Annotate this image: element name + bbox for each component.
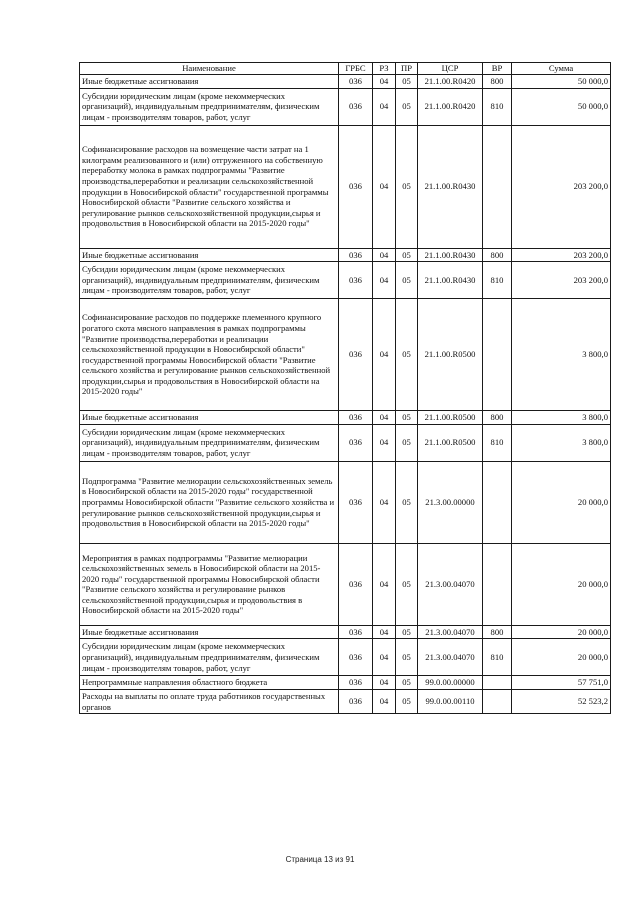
table-row <box>80 262 611 299</box>
cell-csr: 21.3.00.04070 <box>418 543 483 625</box>
cell-csr: 21.1.00.R0420 <box>418 75 483 89</box>
cell-csr: 99.0.00.00110 <box>418 689 483 713</box>
cell-rz: 04 <box>373 248 396 262</box>
cell-grbs: 036 <box>339 299 373 411</box>
cell-csr: 21.1.00.R0500 <box>418 299 483 411</box>
cell-sum: 20 000,0 <box>512 461 611 543</box>
table-row <box>80 88 611 125</box>
header-grbs: ГРБС <box>339 63 373 75</box>
cell-grbs: 036 <box>339 88 373 125</box>
table-row <box>80 248 611 262</box>
cell-grbs: 036 <box>339 543 373 625</box>
cell-pr: 05 <box>396 125 418 248</box>
cell-vr: 800 <box>483 411 512 425</box>
cell-grbs: 036 <box>339 676 373 690</box>
table-row <box>80 299 611 411</box>
cell-sum: 20 000,0 <box>512 625 611 639</box>
cell-vr: 810 <box>483 88 512 125</box>
cell-grbs: 036 <box>339 411 373 425</box>
cell-rz: 04 <box>373 262 396 299</box>
cell-vr: 800 <box>483 75 512 89</box>
cell-name: Иные бюджетные ассигнования <box>80 625 339 639</box>
cell-pr: 05 <box>396 625 418 639</box>
cell-sum: 3 800,0 <box>512 424 611 461</box>
cell-pr: 05 <box>396 248 418 262</box>
cell-sum: 203 200,0 <box>512 262 611 299</box>
cell-rz: 04 <box>373 543 396 625</box>
cell-sum: 20 000,0 <box>512 543 611 625</box>
cell-grbs: 036 <box>339 75 373 89</box>
cell-grbs: 036 <box>339 248 373 262</box>
cell-pr: 05 <box>396 639 418 676</box>
cell-pr: 05 <box>396 75 418 89</box>
table-row <box>80 424 611 461</box>
cell-vr <box>483 299 512 411</box>
cell-grbs: 036 <box>339 262 373 299</box>
table-row <box>80 543 611 625</box>
cell-name: Субсидии юридическим лицам (кроме некоммерческих организаций), индивидуальным предпринимателям, физическим лицам - производителям товаров, работ, услуг <box>80 88 339 125</box>
header-sum: Сумма <box>512 63 611 75</box>
cell-name: Расходы на выплаты по оплате труда работников государственных органов <box>80 689 339 713</box>
cell-rz: 04 <box>373 424 396 461</box>
cell-vr <box>483 676 512 690</box>
cell-vr: 810 <box>483 424 512 461</box>
header-pr: ПР <box>396 63 418 75</box>
cell-pr: 05 <box>396 299 418 411</box>
cell-pr: 05 <box>396 543 418 625</box>
cell-rz: 04 <box>373 676 396 690</box>
cell-rz: 04 <box>373 75 396 89</box>
cell-vr: 800 <box>483 248 512 262</box>
cell-csr: 21.3.00.00000 <box>418 461 483 543</box>
cell-vr <box>483 543 512 625</box>
cell-name: Софинансирование расходов на возмещение части затрат на 1 килограмм реализованного и (или) отгруженного на собственную переработку молока в рамках подпрограммы "Развитие производства,переработки и реализации сельскохозяйственной продукции в Новосибирской области" государственной программы Новосибирской области "Развитие сельского хозяйства и регулирование рынков сельскохозяйственной продукции,сырья и продовольствия в Новосибирской области на 2015-2020 годы" <box>80 125 339 248</box>
cell-csr: 21.3.00.04070 <box>418 639 483 676</box>
cell-pr: 05 <box>396 676 418 690</box>
table-header-row <box>80 63 611 75</box>
cell-vr: 810 <box>483 262 512 299</box>
cell-rz: 04 <box>373 299 396 411</box>
cell-rz: 04 <box>373 639 396 676</box>
cell-name: Субсидии юридическим лицам (кроме некоммерческих организаций), индивидуальным предпринимателям, физическим лицам - производителям товаров, работ, услуг <box>80 424 339 461</box>
cell-vr <box>483 689 512 713</box>
cell-sum: 203 200,0 <box>512 125 611 248</box>
cell-csr: 21.3.00.04070 <box>418 625 483 639</box>
table-row <box>80 125 611 248</box>
cell-vr: 800 <box>483 625 512 639</box>
table-row <box>80 75 611 89</box>
cell-grbs: 036 <box>339 689 373 713</box>
cell-grbs: 036 <box>339 125 373 248</box>
cell-pr: 05 <box>396 424 418 461</box>
cell-name: Софинансирование расходов по поддержке племенного крупного рогатого скота мясного направления в рамках подпрограммы "Развитие производства,переработки и реализации сельскохозяйственной продукции в Новосибирской области" государственной программы Новосибирской области "Развитие сельского хозяйства и регулирование рынков сельскохозяйственной продукции,сырья и продовольствия в Новосибирской области на 2015-2020 годы" <box>80 299 339 411</box>
cell-vr <box>483 125 512 248</box>
cell-csr: 21.1.00.R0500 <box>418 411 483 425</box>
cell-csr: 21.1.00.R0430 <box>418 248 483 262</box>
header-name: Наименование <box>80 63 339 75</box>
cell-sum: 3 800,0 <box>512 411 611 425</box>
cell-rz: 04 <box>373 88 396 125</box>
cell-name: Мероприятия в рамках подпрограммы "Развитие мелиорации сельскохозяйственных земель в Новосибирской области на 2015-2020 годы" государственной программы Новосибирской области "Развитие сельского хозяйства и регулирование рынков сельскохозяйственной продукции,сырья и продовольствия в Новосибирской области на 2015-2020 годы" <box>80 543 339 625</box>
header-rz: РЗ <box>373 63 396 75</box>
cell-sum: 52 523,2 <box>512 689 611 713</box>
cell-name: Иные бюджетные ассигнования <box>80 411 339 425</box>
budget-table <box>79 62 611 714</box>
cell-sum: 50 000,0 <box>512 75 611 89</box>
cell-sum: 57 751,0 <box>512 676 611 690</box>
cell-pr: 05 <box>396 88 418 125</box>
cell-pr: 05 <box>396 461 418 543</box>
header-csr: ЦСР <box>418 63 483 75</box>
header-vr: ВР <box>483 63 512 75</box>
table-row <box>80 411 611 425</box>
cell-grbs: 036 <box>339 625 373 639</box>
cell-sum: 50 000,0 <box>512 88 611 125</box>
cell-name: Субсидии юридическим лицам (кроме некоммерческих организаций), индивидуальным предпринимателям, физическим лицам - производителям товаров, работ, услуг <box>80 639 339 676</box>
cell-pr: 05 <box>396 262 418 299</box>
cell-vr <box>483 461 512 543</box>
cell-pr: 05 <box>396 411 418 425</box>
cell-grbs: 036 <box>339 461 373 543</box>
table-row <box>80 639 611 676</box>
cell-name: Непрограммные направления областного бюджета <box>80 676 339 690</box>
cell-name: Субсидии юридическим лицам (кроме некоммерческих организаций), индивидуальным предпринимателям, физическим лицам - производителям товаров, работ, услуг <box>80 262 339 299</box>
table-row <box>80 676 611 690</box>
cell-rz: 04 <box>373 625 396 639</box>
cell-csr: 21.1.00.R0500 <box>418 424 483 461</box>
cell-csr: 21.1.00.R0430 <box>418 125 483 248</box>
cell-rz: 04 <box>373 411 396 425</box>
cell-sum: 20 000,0 <box>512 639 611 676</box>
cell-vr: 810 <box>483 639 512 676</box>
table-row <box>80 625 611 639</box>
cell-csr: 21.1.00.R0430 <box>418 262 483 299</box>
cell-rz: 04 <box>373 461 396 543</box>
cell-name: Иные бюджетные ассигнования <box>80 75 339 89</box>
page-number: Страница 13 из 91 <box>285 855 355 864</box>
cell-pr: 05 <box>396 689 418 713</box>
cell-sum: 3 800,0 <box>512 299 611 411</box>
table-row <box>80 461 611 543</box>
cell-rz: 04 <box>373 689 396 713</box>
table-body <box>80 75 611 714</box>
cell-csr: 99.0.00.00000 <box>418 676 483 690</box>
cell-sum: 203 200,0 <box>512 248 611 262</box>
cell-rz: 04 <box>373 125 396 248</box>
cell-name: Иные бюджетные ассигнования <box>80 248 339 262</box>
cell-grbs: 036 <box>339 639 373 676</box>
table-row <box>80 689 611 713</box>
cell-grbs: 036 <box>339 424 373 461</box>
cell-name: Подпрограмма "Развитие мелиорации сельскохозяйственных земель в Новосибирской области на 2015-2020 годы" государственной программы Новосибирской области "Развитие сельского хозяйства и регулирование рынков сельскохозяйственной продукции,сырья и продовольствия в Новосибирской области на 2015-2020 годы" <box>80 461 339 543</box>
cell-csr: 21.1.00.R0420 <box>418 88 483 125</box>
